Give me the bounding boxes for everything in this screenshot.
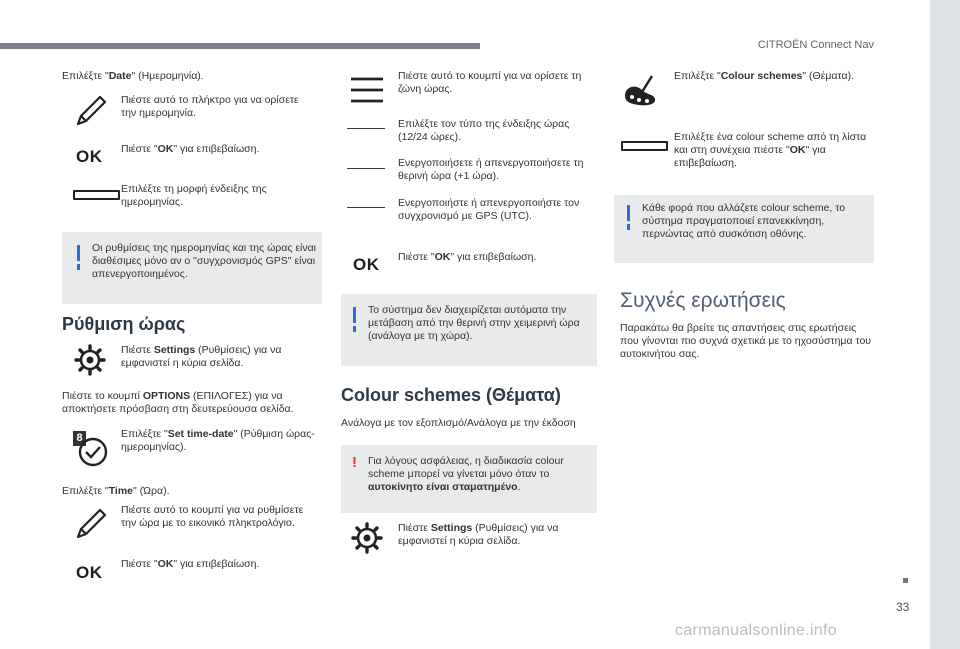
side-strip	[930, 0, 960, 649]
date-line: Επιλέξτε "Date" (Ημερομηνία).	[62, 70, 204, 82]
gps-sync-text: Ενεργοποιήστε ή απενεργοποιήστε τον συγχρονισμό με GPS (UTC).	[398, 197, 580, 222]
section-title-faq: Συχνές ερωτήσεις	[620, 289, 786, 312]
note-bar	[353, 307, 356, 323]
warning-icon: !	[352, 454, 357, 471]
section-title-time: Ρύθμιση ώρας	[62, 314, 186, 334]
timezone-text: Πιέστε αυτό το κουμπί για να ορίσετε τη ζώνη ώρας.	[398, 70, 582, 95]
gear-icon	[351, 522, 383, 554]
time-format-text: Επιλέξτε τον τύπο της ένδειξης ώρας (12/24 ώρες).	[398, 118, 570, 143]
note-bar	[627, 205, 630, 221]
choose-scheme-text: Επιλέξτε ένα colour scheme από τη λίστα και στη συνέχεια πιέστε "OK" για επιβεβαίωση.	[674, 131, 867, 169]
step-badge: 8	[73, 431, 86, 446]
keyboard-bar-icon	[73, 190, 120, 200]
pencil-icon	[74, 507, 108, 541]
note-bar-dot	[77, 264, 80, 270]
header-bar	[0, 43, 480, 49]
options-line: Πιέστε το κουμπί OPTIONS (ΕΠΙΛΟΓΕΣ) για να αποκτήσετε πρόσβαση στη δευτερεύουσα σελίδα.	[62, 390, 294, 415]
time-line: Επιλέξτε "Time" (Ώρα).	[62, 485, 170, 497]
faq-text: Παρακάτω θα βρείτε τις απαντήσεις στις ερωτήσεις που γίνονται πιο συχνά σχετικά με το ηχοσύστημα του αυτοκινήτου σας.	[620, 322, 872, 360]
date-format-text: Επιλέξτε τη μορφή ένδειξης της ημερομηνίας.	[121, 183, 267, 208]
section-title-colour: Colour schemes (Θέματα)	[341, 385, 561, 405]
keyboard-bar-icon	[621, 141, 668, 151]
toggle-line-icon	[347, 128, 385, 129]
pencil-date-text: Πιέστε αυτό το πλήκτρο για να ορίσετε την ημερομηνία.	[121, 94, 299, 119]
ok-icon: OK	[76, 147, 103, 166]
note-bar-dot	[353, 326, 356, 332]
note-bar	[77, 245, 80, 261]
settings-text: Πιέστε Settings (Ρυθμίσεις) για να εμφανιστεί η κύρια σελίδα.	[398, 522, 559, 547]
note-text: Κάθε φορά που αλλάζετε colour scheme, το σύστημα πραγματοποιεί επανεκκίνηση, περνώντας από συσκότιση οθόνης.	[642, 202, 846, 240]
ok-confirm-text: Πιέστε "OK" για επιβεβαίωση.	[121, 143, 260, 155]
watermark: carmanualsonline.info	[675, 622, 837, 639]
toggle-line-icon	[347, 207, 385, 208]
colour-schemes-text: Επιλέξτε "Colour schemes" (Θέματα).	[674, 70, 854, 82]
settings-text: Πιέστε Settings (Ρυθμίσεις) για να εμφανιστεί η κύρια σελίδα.	[121, 344, 282, 369]
colour-intro: Ανάλογα με τον εξοπλισμό/Ανάλογα με την έκδοση	[341, 417, 576, 429]
ok-icon: OK	[353, 255, 380, 274]
ok-confirm-text: Πιέστε "OK" για επιβεβαίωση.	[398, 251, 537, 263]
menu-icon	[351, 76, 383, 104]
palette-icon	[622, 72, 658, 108]
check-circle-icon	[77, 436, 109, 468]
set-time-date-text: Επιλέξτε "Set time-date" (Ρύθμιση ώρας-ημερομηνίας).	[121, 428, 315, 453]
note-bar-dot	[627, 224, 630, 230]
note-text: Το σύστημα δεν διαχειρίζεται αυτόματα την μετάβαση από την θερινή στην χειμερινή ώρα (ανάλογα με τη χώρα).	[368, 304, 580, 342]
note-text: Οι ρυθμίσεις της ημερομηνίας και της ώρας είναι διαθέσιμες μόνο αν ο "συγχρονισμός GPS" είναι απενεργοποιημένος.	[92, 242, 316, 280]
ok-confirm-text: Πιέστε "OK" για επιβεβαίωση.	[121, 558, 260, 570]
summer-time-text: Ενεργοποιήσετε ή απενεργοποιήσετε τη θερινή ώρα (+1 ώρα).	[398, 157, 584, 182]
header-title: CITROËN Connect Nav	[757, 39, 874, 51]
ok-icon: OK	[76, 563, 103, 582]
pencil-icon	[74, 94, 108, 128]
page-number: 33	[896, 600, 910, 614]
page-marker	[903, 578, 908, 583]
gear-icon	[74, 344, 106, 376]
toggle-line-icon	[347, 168, 385, 169]
warning-text: Για λόγους ασφάλειας, η διαδικασία colour scheme μπορεί να γίνεται μόνο όταν το αυτοκίνητο είναι σταματημένο.	[368, 455, 564, 493]
pencil-time-text: Πιέστε αυτό το κουμπί για να ρυθμίσετε την ώρα με το εικονικό πληκτρολόγιο.	[121, 504, 304, 529]
